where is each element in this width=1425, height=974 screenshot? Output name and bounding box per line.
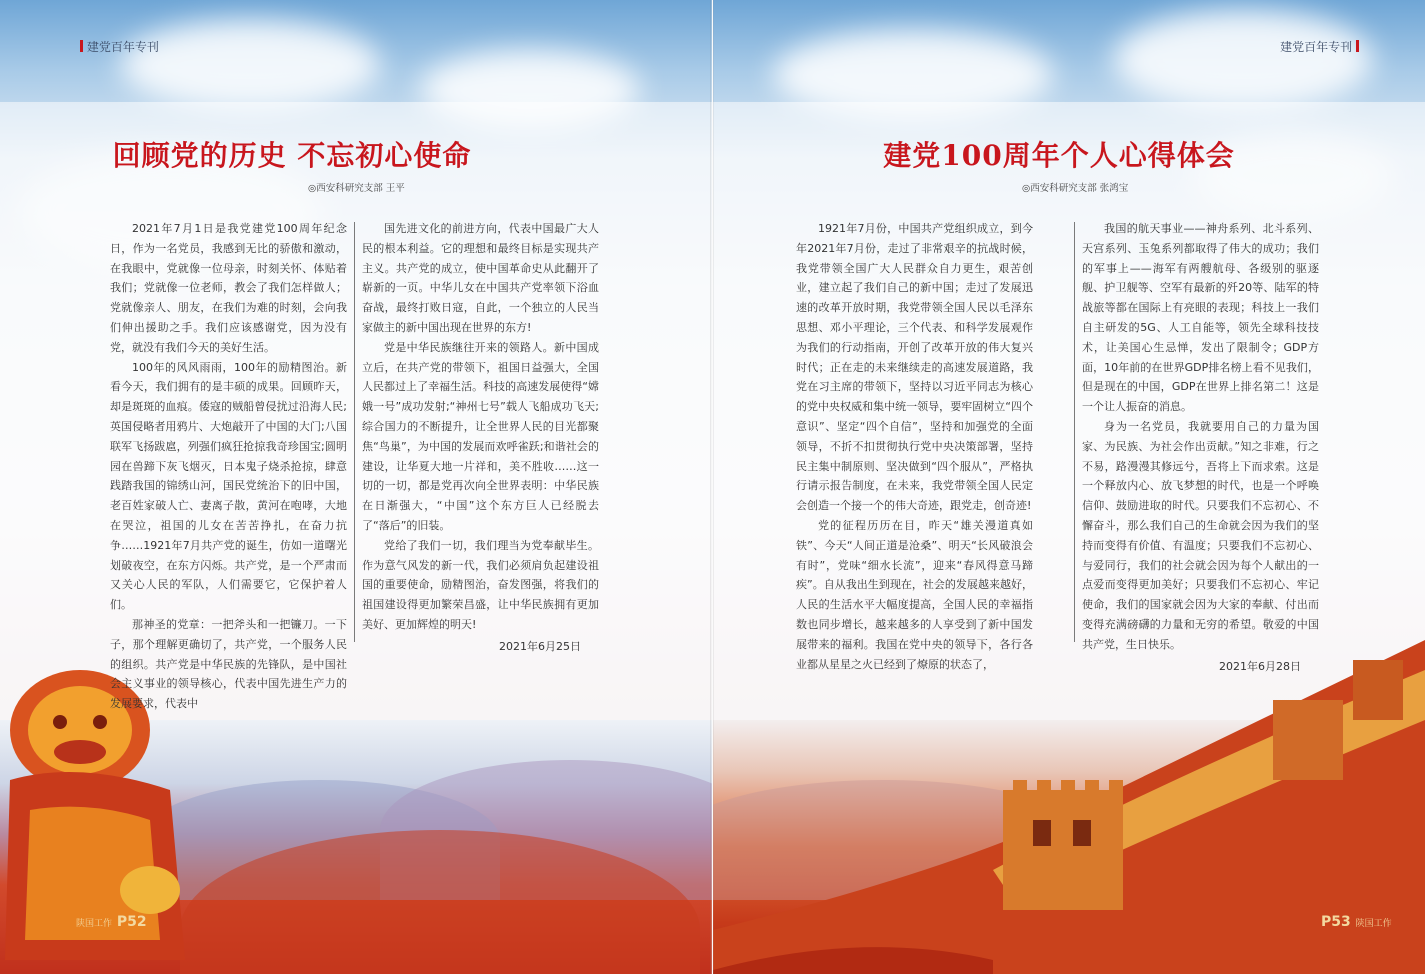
text-panel — [0, 102, 712, 722]
left-page — [0, 0, 712, 974]
header-accent-bar — [1356, 40, 1359, 52]
article-date: 2021年6月25日 — [499, 639, 581, 653]
article-author: ◎西安科研究支部 张鸿宝 — [1022, 183, 1129, 194]
magazine-header — [80, 38, 159, 55]
article-column-2 — [1082, 219, 1319, 676]
great-wall-illustration — [713, 720, 1425, 974]
column-divider — [354, 222, 355, 642]
paragraph: 1921年7月份，中国共产党组织成立，到今年2021年7月份，走过了非常艰辛的抗战时候，我党带领全国广大人民群众自力更生，艰苦创业，建立起了我们自己的新中国；走过了发展迅速的改革开放时期，我党带领全国人民以毛泽东思想、邓小平理论，三个代表、和科学发展观作为我们的行动指南，开创了改革开放的伟大复兴时代；正在走的未来继续走的高速发展道路，我党在习主席的带领下，坚持以习近平同志为核心的党中央权威和集中统一领导，要牢固树立“四个意识”、坚定“四个自信”，坚持和加强党的全面领导，不折不扣贯彻执行党中央决策部署，坚持民主集中制原则、坚决做到“四个服从”，严格执行请示报告制度，在未来，我党带领全国人民定会创造一个接一个的伟大奇迹，跟党走，创奇迹! — [796, 222, 1033, 513]
paragraph: 身为一名党员，我就要用自己的力量为国家、为民族、为社会作出贡献。”知之非难，行之不易，路漫漫其修远兮，吾将上下而求索。这是一个释放内心、放飞梦想的时代，也是一个呼唤信仰、鼓励进取的时代。只要我们不忘初心、不懈奋斗，那么我们自己的生命就会因为我们的坚持而变得有价值、有温度；只要我们不忘初心、与爱同行，我们的社会就会因为每个人献出的一点爱而变得更加美好；只要我们不忘初心、牢记使命，我们的国家就会因为大家的奉献、付出而变得充满磅礴的力量和无穷的希望。敬爱的中国共产党，生日快乐。 — [1082, 419, 1319, 651]
paragraph: 100年的风风雨雨，100年的励精图治。新看今天，我们拥有的是丰硕的成果。回顾昨天，却是斑斑的血痕。倭寇的贼船曾侵扰过沿海人民;英国侵略者用鸦片、大炮敲开了中国的大门;八国联军飞扬跋扈，列强们疯狂抢掠我奇珍国宝;圆明园在兽蹄下灰飞烟灭，日本鬼子烧杀抢掠，肆意践踏我国的锦绣山河，国民党统治下的旧中国，老百姓家破人亡、妻离子散，黄河在咆哮，大地在哭泣，祖国的儿女在苦苦挣扎，在奋力抗争……1921年7月共产党的诞生，仿如一道曙光划破夜空，在东方闪烁。共产党，是一个严肃而又关心人民的军队，人们需要它，它保护着人们。 — [110, 360, 347, 612]
article-author: ◎西安科研究支部 王平 — [308, 183, 405, 194]
paragraph: 党是中华民族继往开来的领路人。新中国成立后，在共产党的带领下，祖国日益强大，全国人民都过上了幸福生活。科技的高速发展使得“嫦娥一号”成功发射;“神州七号”载人飞船成功飞天;综合国力的不断提升，让全世界人民的目光都聚焦“鸟巢”，为中国的发展而欢呼雀跃;和谐社会的建设，让华夏大地一片祥和，美不胜收……这一切的一切，都是党再次向全世界表明：中华民族在日渐强大，“中国”这个东方巨人已经脱去了“落后”的旧装。 — [362, 340, 599, 532]
page-number: 陕国工作 P52 — [76, 914, 147, 930]
paragraph: 我国的航天事业——神舟系列、北斗系列、天宫系列、玉兔系列都取得了伟大的成功；我们的军事上——海军有两艘航母、各级别的驱逐舰、护卫舰等、空军有最新的歼20等、陆军的特战旅等都在国际上有亮眼的表现；科技上一我们自主研发的5G、人工自能等，领先全球科技技术，让美国心生忌惮，发出了限制令；GDP方面，10年前的在世界GDP排名榜上看不见我们，但是现在的中国，GDP在世界上排名第二！这是一个让人振奋的消息。 — [1082, 222, 1319, 414]
magazine-header — [1280, 38, 1359, 55]
article-title: 建党100周年个人心得体会 — [883, 139, 1235, 172]
article-column-1 — [796, 219, 1033, 674]
article-column-2 — [362, 219, 599, 657]
article-column-1 — [110, 219, 347, 714]
paragraph: 2021年7月1日是我党建党100周年纪念日，作为一名党员，我感到无比的骄傲和激动，在我眼中，党就像一位母亲，时刻关怀、体贴着我们；党就像一位老师，教会了我们怎样做人；党就像亲人、朋友，在我们为难的时刻，会向我们伸出援助之手。我们应该感谢党，因为没有党，就没有我们今天的美好生活。 — [110, 222, 347, 354]
paragraph: 党给了我们一切，我们理当为党奉献毕生。作为意气风发的新一代，我们必须肩负起建设祖国的重要使命，励精图治，奋发图强，将我们的祖国建设得更加繁荣昌盛，让中华民族拥有更加美好、更加辉煌的明天! — [362, 538, 599, 631]
article-date: 2021年6月28日 — [1219, 659, 1301, 673]
column-divider — [1074, 222, 1075, 642]
article-title: 回顾党的历史 不忘初心使命 — [112, 139, 472, 172]
paragraph: 国先进文化的前进方向，代表中国最广大人民的根本利益。它的理想和最终目标是实现共产主义。共产党的成立，使中国革命史从此翻开了崭新的一页。中华儿女在中国共产党率领下浴血奋战，最终打败日寇，自此，一个独立的人民当家做主的新中国出现在世界的东方! — [362, 222, 599, 334]
book-spine — [710, 0, 714, 974]
header-text: 建党百年专刊 — [1280, 40, 1353, 54]
header-accent-bar — [80, 40, 83, 52]
right-page — [713, 0, 1425, 974]
header-text: 建党百年专刊 — [86, 40, 159, 54]
page-number: P53 陕国工作 — [1321, 914, 1392, 930]
paragraph: 那神圣的党章：一把斧头和一把镰刀。一下子，那个理解更确切了，共产党，一个服务人民的组织。共产党是中华民族的先锋队，是中国社会主义事业的领导核心，代表中国先进生产力的发展要求，代表中 — [110, 617, 347, 711]
paragraph: 党的征程历历在目，昨天“雄关漫道真如铁”、今天“人间正道是沧桑”、明天“长风破浪会有时”，党味“细水长流”，迎来“春风得意马蹄疾”。自从我出生到现在，社会的发展越来越好，人民的生活水平大幅度提高，全国人民的幸福指数也同步增长，越来越多的人享受到了新中国发展带来的福利。我国在党中央的领导下，各行各业都从星星之火已经到了燎原的状态了， — [796, 518, 1033, 671]
great-wall-icon — [713, 630, 1425, 974]
landscape-illustration — [0, 720, 712, 974]
